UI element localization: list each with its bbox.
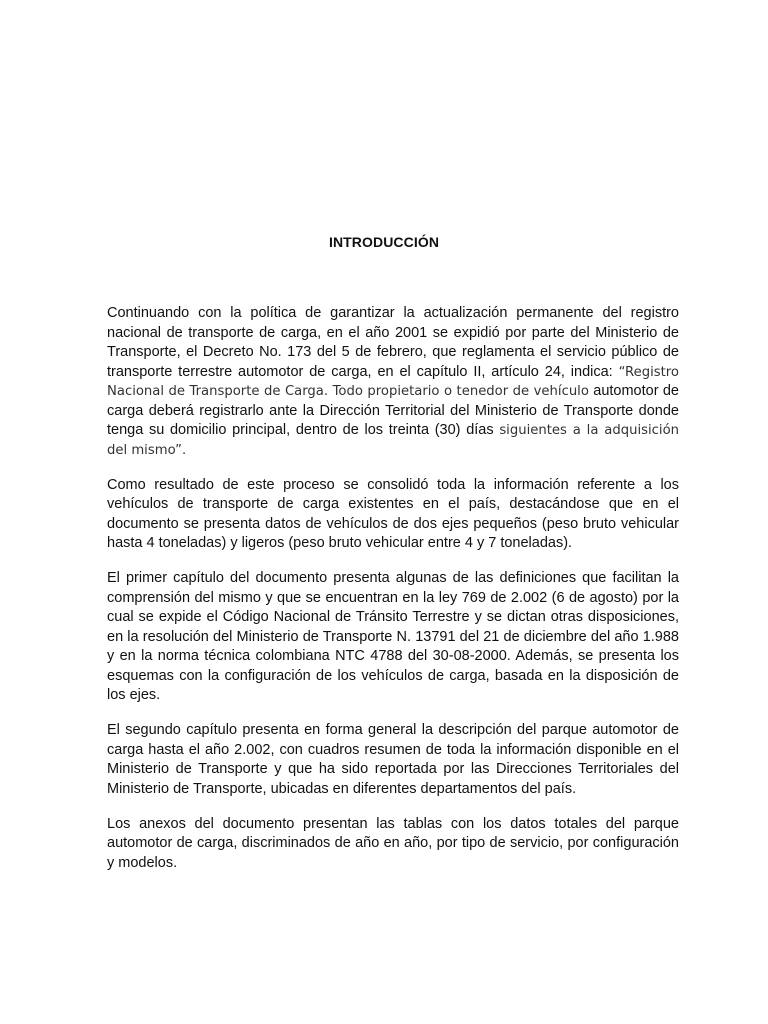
paragraph-decree-text-1: Continuando con la política de garantizar la actualización permanente del registro nacional de transporte de carga, en el año 2001 se expidió por parte del Ministerio de Transporte, el Decreto No. 173 del 5 de febrero, que reglamenta el servicio público de transporte terrestre automotor de carga, en el capítulo II, artículo 24, indica:	[107, 305, 679, 380]
paragraph-decree-text-2: automotor de carga deberá registrarlo ante la Dirección Territorial del Ministerio de Transporte donde tenga su domicilio principal, dentro de los treinta (30) días	[107, 383, 679, 438]
paragraph-results: Como resultado de este proceso se consolidó toda la información referente a los vehículos de transporte de carga existentes en el país, destacándose que en el documento se presenta datos de vehículos de dos ejes pequeños (peso bruto vehicular hasta 4 toneladas) y ligeros (peso bruto vehicular entre 4 y 7 toneladas).	[107, 476, 679, 551]
page-title: INTRODUCCIÓN	[328, 234, 440, 250]
paragraph-annexes: Los anexos del documento presentan las tablas con los datos totales del parque automotor de carga, discriminados de año en año, por tipo de servicio, por configuración y modelos.	[107, 815, 679, 871]
paragraph-first-chapter: El primer capítulo del documento presenta algunas de las definiciones que facilitan la comprensión del mismo y que se encuentran en la ley 769 de 2.002 (6 de agosto) por la cual se expide el Código Nacional de Tránsito Terrestre y se dictan otras disposiciones, en la resolución del Ministerio de Transporte N. 13791 del 21 de diciembre del año 1.988 y en la norma técnica colombiana NTC 4788 del 30-08-2000. Además, se presenta los esquemas con la configuración de los vehículos de carga, basada en la disposición de los ejes.	[107, 570, 679, 703]
document-body	[107, 304, 679, 889]
paragraph-decree	[107, 304, 679, 460]
decree-quote-2: siguientes a la adquisición del mismo”.	[107, 423, 680, 458]
paragraph-second-chapter: El segundo capítulo presenta en forma general la descripción del parque automotor de carga hasta el año 2.002, con cuadros resumen de toda la información disponible en el Ministerio de Transporte y que ha sido reportada por las Direcciones Territoriales del Ministerio de Transporte, ubicadas en diferentes departamentos del país.	[107, 722, 679, 797]
decree-quote-1: “Registro Nacional de Transporte de Carga. Todo propietario o tenedor de vehículo	[107, 364, 679, 399]
